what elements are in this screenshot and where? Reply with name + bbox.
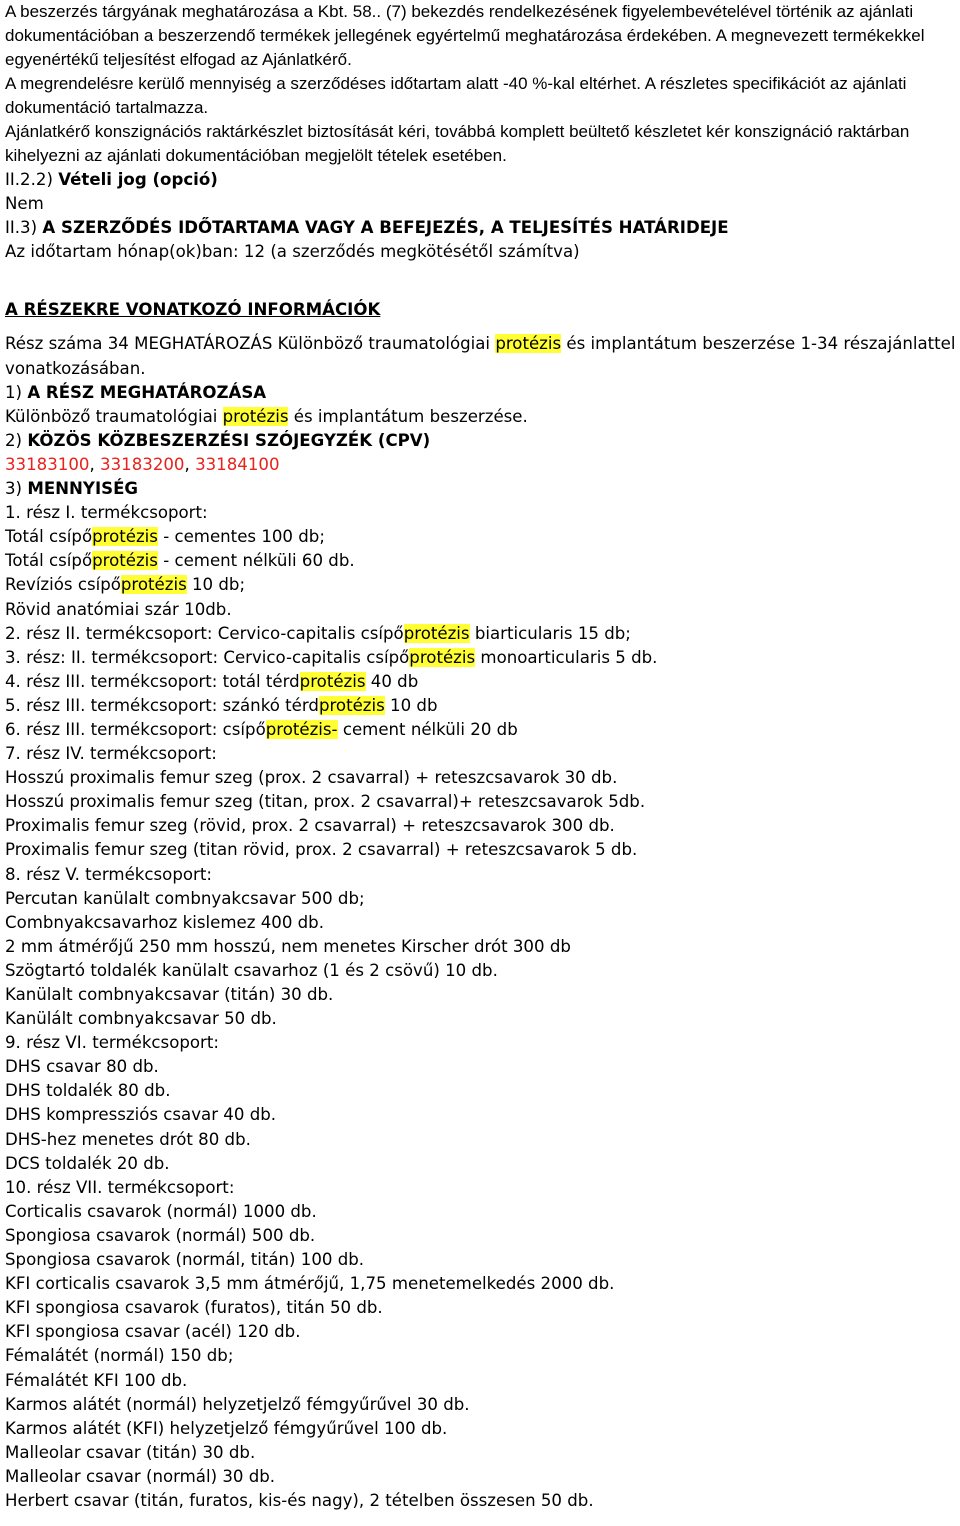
highlight: protézis xyxy=(92,527,158,547)
list-item-text: 2. rész II. termékcsoport: Cervico-capitalis csípő xyxy=(5,623,404,643)
quantity-heading xyxy=(5,477,957,501)
list-item xyxy=(5,1393,957,1417)
list-item xyxy=(5,790,957,814)
list-item xyxy=(5,814,957,838)
highlight: protézis xyxy=(403,623,470,643)
intro-paragraph-2: A megrendelésre kerülő mennyiség a szerződéses időtartam alatt -40 %-kal eltérhet. A részletes specifikációt az ajánlati dokumentáció tartalmazza. xyxy=(5,74,907,117)
list-item-text: 8. rész V. termékcsoport: xyxy=(5,864,212,884)
list-item xyxy=(5,1369,957,1393)
section-number: 1) xyxy=(5,382,28,402)
section-duration-value: Az időtartam hónap(ok)ban: 12 (a szerződés megkötésétől számítva) xyxy=(5,242,580,262)
list-item-text: 2 mm átmérőjű 250 mm hosszú, nem menetes Kirscher drót 300 db xyxy=(5,936,571,956)
list-item-text: KFI spongiosa csavarok (furatos), titán 50 db. xyxy=(5,1298,383,1318)
part-intro xyxy=(5,332,957,380)
list-item-text: biarticularis 15 db; xyxy=(469,623,631,643)
list-item xyxy=(5,863,957,887)
list-item xyxy=(5,670,957,694)
cpv-separator: , xyxy=(184,454,196,474)
list-item xyxy=(5,1417,957,1441)
intro-paragraph-3: Ajánlatkérő konszignációs raktárkészlet biztosítását kéri, továbbá komplett beültető készletet kér konszignáció raktárban kihelyezni az ajánlati dokumentációban megjelölt tételek esetében. xyxy=(5,122,910,165)
list-item xyxy=(5,1103,957,1127)
list-item xyxy=(5,1296,957,1320)
list-item-text: 10 db; xyxy=(186,575,246,595)
list-item-text: 7. rész IV. termékcsoport: xyxy=(5,744,217,764)
list-item xyxy=(5,573,957,597)
list-item-text: Percutan kanülalt combnyakcsavar 500 db; xyxy=(5,888,365,908)
list-item xyxy=(5,718,957,742)
list-item-text: Fémalátét KFI 100 db. xyxy=(5,1370,188,1390)
cpv-code: 33183200 xyxy=(100,454,185,474)
list-item xyxy=(5,887,957,911)
list-item-text: Revíziós csípő xyxy=(5,575,121,595)
list-item xyxy=(5,525,957,549)
list-item-text: - cement nélküli 60 db. xyxy=(157,551,355,571)
part-intro-text: Rész száma 34 MEGHATÁROZÁS Különböző traumatológiai xyxy=(5,334,496,354)
intro-paragraph-1: A beszerzés tárgyának meghatározása a Kbt. 58.. (7) bekezdés rendelkezésének figyelembevételével történik az ajánlati dokumentációban a beszerzendő termékek jellegének egyértelmű meghatározása érdekében. A megnevezett termékekkel egyenértékű teljesítést elfogad az Ajánlatkérő. xyxy=(5,2,925,69)
highlight: protézis xyxy=(222,406,289,426)
list-item-text: 9. rész VI. termékcsoport: xyxy=(5,1033,219,1053)
list-item xyxy=(5,1079,957,1103)
highlight: protézis- xyxy=(265,719,338,739)
list-item-text: Szögtartó toldalék kanülalt csavarhoz (1 és 2 csövű) 10 db. xyxy=(5,960,498,980)
section-number: 2) xyxy=(5,430,28,450)
quantity-list xyxy=(5,501,957,1513)
list-item-text: Proximalis femur szeg (titan rövid, prox. 2 csavarral) + reteszcsavarok 5 db. xyxy=(5,840,638,860)
list-item-text: Hosszú proximalis femur szeg (titan, prox. 2 csavarral)+ reteszcsavarok 5db. xyxy=(5,792,646,812)
list-item xyxy=(5,1031,957,1055)
part-definition-heading xyxy=(5,381,957,405)
list-item xyxy=(5,1176,957,1200)
list-item-text: KFI corticalis csavarok 3,5 mm átmérőjű, 1,75 menetemelkedés 2000 db. xyxy=(5,1274,615,1294)
list-item xyxy=(5,911,957,935)
list-item xyxy=(5,598,957,622)
list-item-text: Kanülalt combnyakcsavar (titán) 30 db. xyxy=(5,985,334,1004)
list-item-text: Karmos alátét (KFI) helyzetjelző fémgyűrűvel 100 db. xyxy=(5,1418,448,1438)
cpv-code: 33183100 xyxy=(5,454,90,474)
section-title: Vételi jog (opció) xyxy=(58,170,218,189)
list-item-text: 3. rész: II. termékcsoport: Cervico-capitalis csípő xyxy=(5,647,410,667)
section-option-value: Nem xyxy=(5,194,44,214)
highlight: protézis xyxy=(318,695,385,715)
list-item xyxy=(5,1055,957,1079)
list-item-text: Rövid anatómiai szár 10db. xyxy=(5,599,232,619)
definition-text: Különböző traumatológiai xyxy=(5,406,223,426)
list-item-text: Hosszú proximalis femur szeg (prox. 2 csavarral) + reteszcsavarok 30 db. xyxy=(5,768,618,788)
list-item xyxy=(5,1200,957,1224)
list-item-text: cement nélküli 20 db xyxy=(337,719,518,739)
list-item-text: Proximalis femur szeg (rövid, prox. 2 csavarral) + reteszcsavarok 300 db. xyxy=(5,816,615,836)
section-title: KÖZÖS KÖZBESZERZÉSI SZÓJEGYZÉK (CPV) xyxy=(27,430,431,450)
list-item-text: Totál csípő xyxy=(5,527,93,547)
section-number: II.2.2) xyxy=(5,170,59,189)
list-item-text: DHS kompressziós csavar 40 db. xyxy=(5,1105,277,1125)
list-item-text: Spongiosa csavarok (normál, titán) 100 db. xyxy=(5,1250,365,1270)
list-item xyxy=(5,694,957,718)
list-item-text: 6. rész III. termékcsoport: csípő xyxy=(5,719,266,739)
cpv-heading xyxy=(5,429,957,453)
list-item xyxy=(5,549,957,573)
list-item-text: Totál csípő xyxy=(5,551,93,571)
list-item-text: Spongiosa csavarok (normál) 500 db. xyxy=(5,1225,316,1245)
list-item-text: Malleolar csavar (normál) 30 db. xyxy=(5,1466,276,1486)
list-item-text: Herbert csavar (titán, furatos, kis-és nagy), 2 tételben összesen 50 db. xyxy=(5,1490,594,1510)
highlight: protézis xyxy=(495,334,562,354)
section-option-heading xyxy=(5,168,957,192)
definition-text: és implantátum beszerzése. xyxy=(288,406,528,426)
list-item-text: 40 db xyxy=(365,671,419,691)
cpv-code: 33184100 xyxy=(195,454,280,474)
section-number: II.3) xyxy=(5,218,43,238)
list-item-text: 10. rész VII. termékcsoport: xyxy=(5,1177,235,1197)
list-item xyxy=(5,1007,957,1031)
list-item xyxy=(5,646,957,670)
document-page xyxy=(5,0,957,1513)
section-number: 3) xyxy=(5,479,28,499)
highlight: protézis xyxy=(409,647,476,667)
list-item xyxy=(5,1465,957,1489)
part-intro-text: és implantátum beszerzése 1-34 részajánlattel vonatkozásában. xyxy=(5,334,956,378)
list-item-text: 10 db xyxy=(384,695,438,715)
section-duration-heading xyxy=(5,216,957,240)
list-item xyxy=(5,983,957,1007)
cpv-separator: , xyxy=(89,454,101,474)
highlight: protézis xyxy=(120,575,187,595)
list-item-text: - cementes 100 db; xyxy=(157,527,325,547)
list-item xyxy=(5,935,957,959)
list-item-text: DHS-hez menetes drót 80 db. xyxy=(5,1129,251,1149)
list-item-text: monoarticularis 5 db. xyxy=(475,647,658,667)
list-item-text: Malleolar csavar (titán) 30 db. xyxy=(5,1442,256,1462)
list-item xyxy=(5,622,957,646)
part-definition-text xyxy=(5,405,957,429)
list-item-text: KFI spongiosa csavar (acél) 120 db. xyxy=(5,1322,301,1342)
list-item-text: Fémalátét (normál) 150 db; xyxy=(5,1346,234,1366)
list-item xyxy=(5,1152,957,1176)
list-item-text: 1. rész I. termékcsoport: xyxy=(5,503,208,523)
list-item-text: Combnyakcsavarhoz kislemez 400 db. xyxy=(5,912,324,932)
list-item xyxy=(5,1272,957,1296)
list-item xyxy=(5,1344,957,1368)
list-item xyxy=(5,959,957,983)
highlight: protézis xyxy=(92,551,158,571)
list-item-text: 5. rész III. termékcsoport: szánkó térd xyxy=(5,695,319,715)
list-item xyxy=(5,742,957,766)
list-item xyxy=(5,1224,957,1248)
list-item-text: DCS toldalék 20 db. xyxy=(5,1153,170,1173)
section-title: A RÉSZ MEGHATÁROZÁSA xyxy=(27,382,267,402)
list-item xyxy=(5,1248,957,1272)
list-item xyxy=(5,1320,957,1344)
list-item-text: DHS toldalék 80 db. xyxy=(5,1081,171,1101)
list-item xyxy=(5,1489,957,1513)
cpv-codes xyxy=(5,453,957,477)
list-item xyxy=(5,1128,957,1152)
list-item xyxy=(5,838,957,862)
list-item xyxy=(5,766,957,790)
list-item-text: Kanülált combnyakcsavar 50 db. xyxy=(5,1009,277,1029)
list-item-text: DHS csavar 80 db. xyxy=(5,1057,159,1077)
list-item-text: Corticalis csavarok (normál) 1000 db. xyxy=(5,1201,317,1221)
list-item-text: Karmos alátét (normál) helyzetjelző fémgyűrűvel 30 db. xyxy=(5,1394,470,1414)
section-title: MENNYISÉG xyxy=(27,479,139,499)
parts-heading: A RÉSZEKRE VONATKOZÓ INFORMÁCIÓK xyxy=(5,300,381,320)
section-title: A SZERZŐDÉS IDŐTARTAMA VAGY A BEFEJEZÉS, A TELJESÍTÉS HATÁRIDEJE xyxy=(42,218,729,238)
list-item-text: 4. rész III. termékcsoport: totál térd xyxy=(5,671,300,691)
highlight: protézis xyxy=(299,671,366,691)
list-item xyxy=(5,1441,957,1465)
list-item xyxy=(5,501,957,525)
